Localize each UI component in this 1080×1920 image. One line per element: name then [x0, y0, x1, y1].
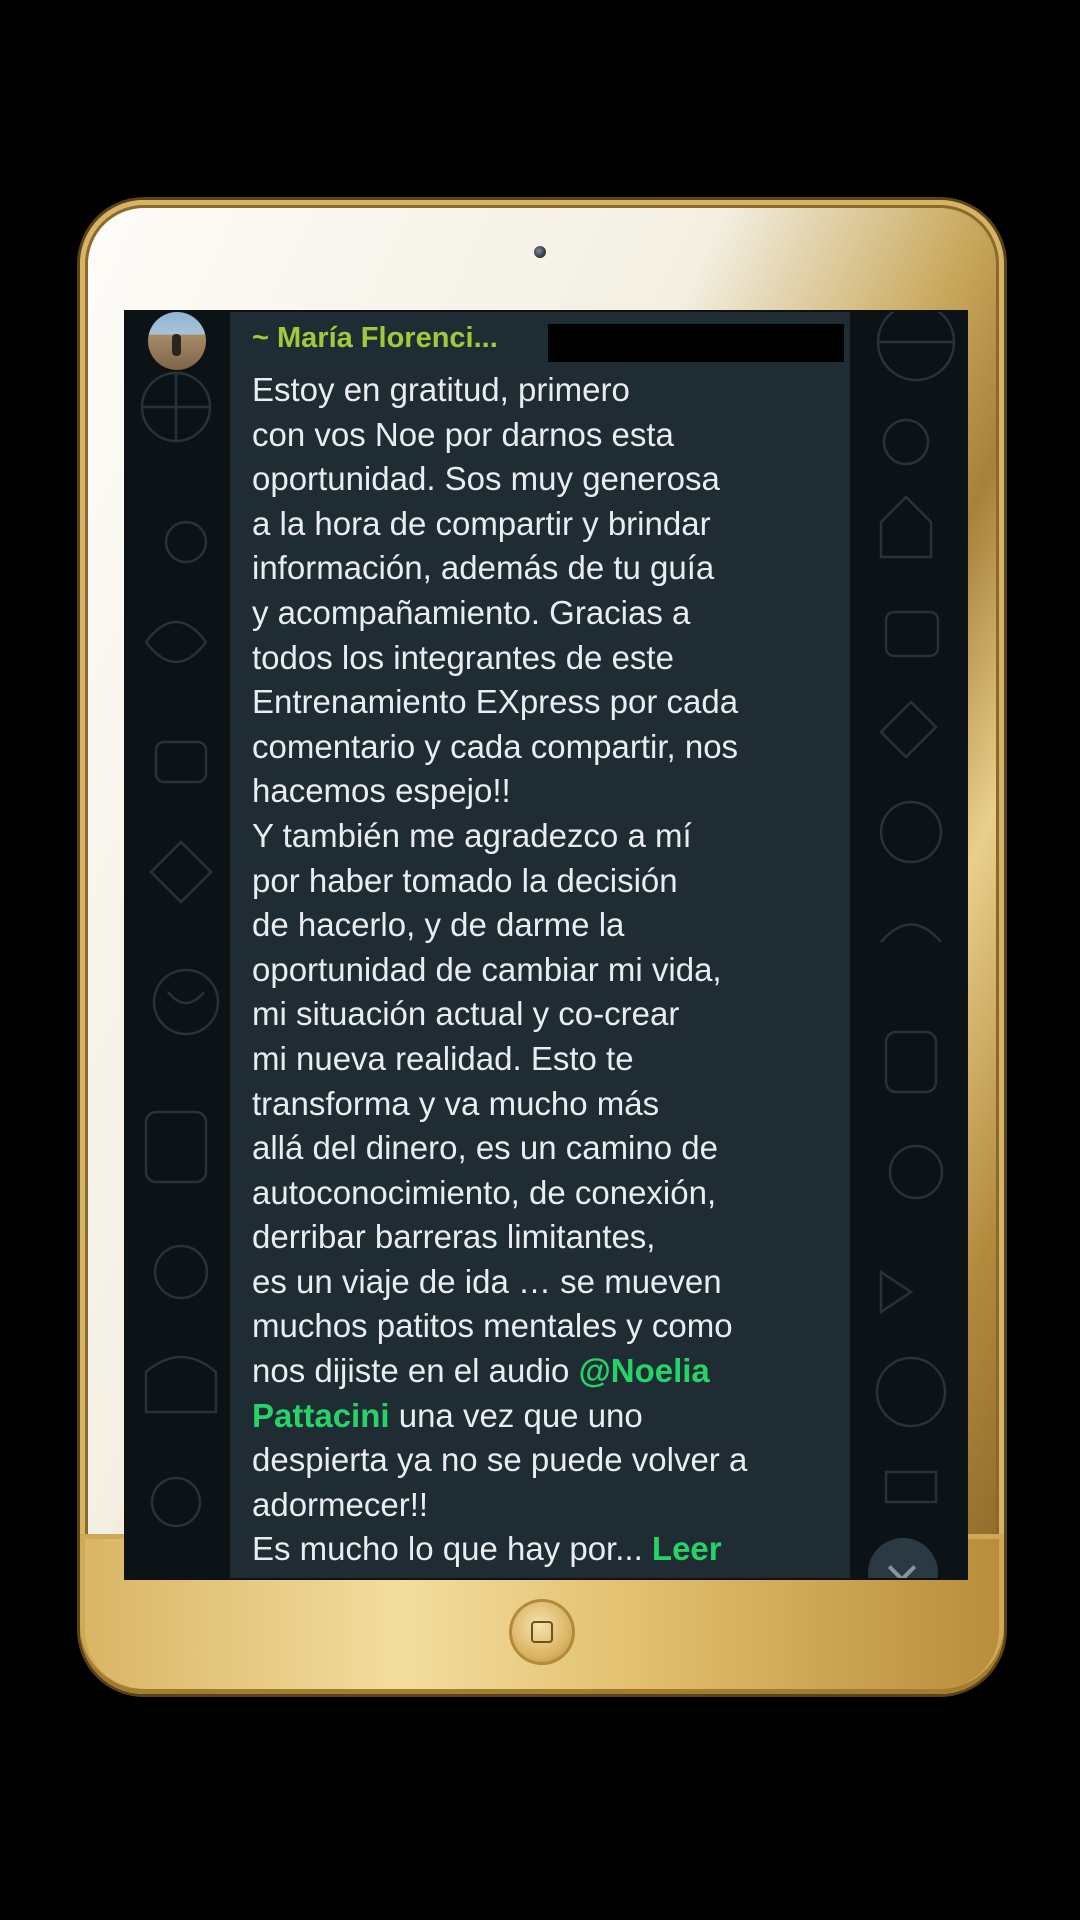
wallpaper-doodle — [881, 702, 936, 757]
wallpaper-doodle — [156, 742, 206, 782]
chat-screen — [124, 310, 968, 1580]
wallpaper-doodle — [166, 522, 206, 562]
message-line: de hacerlo, y de darme la — [252, 906, 625, 944]
message-text — [252, 368, 852, 1572]
sender-name[interactable]: ~ María Florenci... — [252, 322, 498, 354]
message-line: autoconocimiento, de conexión, — [252, 1173, 717, 1211]
message-line: con vos Noe por darnos esta — [252, 415, 674, 453]
message-line: oportunidad. Sos muy generosa — [252, 460, 720, 498]
message-line: comentario y cada compartir, nos — [252, 727, 739, 765]
avatar[interactable] — [148, 312, 206, 370]
message-line: transforma y va mucho más — [252, 1084, 660, 1122]
message-line: y acompañamiento. Gracias a — [252, 593, 691, 631]
message-line: a la hora de compartir y brindar — [252, 504, 711, 542]
message-line: mi situación actual y co-crear — [252, 995, 680, 1033]
message-text-fragment: nos dijiste en el audio — [252, 1352, 579, 1390]
wallpaper-doodle — [886, 1032, 936, 1092]
message-line: mi nueva realidad. Esto te — [252, 1039, 634, 1077]
wallpaper-doodle — [886, 1472, 936, 1502]
message-line: por haber tomado la decisión — [252, 861, 678, 899]
wallpaper-doodle — [152, 1478, 200, 1526]
mention-link[interactable]: Pattacini — [252, 1396, 390, 1434]
message-text-fragment: Es mucho lo que hay por... — [252, 1530, 652, 1568]
wallpaper-doodle — [881, 1272, 911, 1312]
wallpaper-doodle — [168, 992, 204, 1003]
wallpaper-doodle — [146, 1357, 216, 1412]
message-line: oportunidad de cambiar mi vida, — [252, 950, 722, 988]
home-square-icon — [531, 1621, 553, 1643]
message-line: Y también me agradezco a mí — [252, 816, 692, 854]
wallpaper-doodle — [146, 1112, 206, 1182]
home-button[interactable] — [509, 1599, 575, 1665]
message-line: derribar barreras limitantes, — [252, 1218, 656, 1256]
read-more-link[interactable]: Leer — [651, 1530, 722, 1568]
wallpaper-doodle — [878, 312, 954, 380]
avatar-figure — [172, 334, 181, 356]
camera-icon — [534, 246, 546, 258]
wallpaper-doodle — [884, 420, 928, 464]
message-line-with-mention — [252, 1349, 852, 1394]
wallpaper-doodle — [155, 1246, 207, 1298]
message-line: Entrenamiento EXpress por cada — [252, 683, 739, 721]
wallpaper-doodle — [881, 497, 931, 557]
message-line: muchos patitos mentales y como — [252, 1307, 733, 1345]
message-line: allá del dinero, es un camino de — [252, 1129, 718, 1167]
message-line: despierta ya no se puede volver a — [252, 1441, 748, 1479]
message-text-fragment: una vez que uno — [389, 1396, 643, 1434]
redacted-phone-number — [548, 324, 844, 362]
message-line: adormecer!! — [252, 1485, 429, 1523]
wallpaper-doodle — [881, 802, 941, 862]
message-line: hacemos espejo!! — [252, 772, 511, 810]
wallpaper-doodle — [881, 925, 941, 943]
wallpaper-doodle — [886, 612, 938, 656]
wallpaper-doodle — [890, 1146, 942, 1198]
message-line: Estoy en gratitud, primero — [252, 371, 630, 408]
message-line-with-mention — [252, 1394, 852, 1439]
message-line: información, además de tu guía — [252, 549, 715, 587]
mention-link[interactable]: @Noelia — [578, 1352, 710, 1390]
wallpaper-doodle — [146, 622, 206, 662]
wallpaper-doodle — [877, 1358, 945, 1426]
message-bubble — [230, 312, 850, 1578]
chevron-down-icon — [888, 1554, 916, 1580]
message-line: es un viaje de ida … se mueven — [252, 1262, 722, 1300]
wallpaper-doodle — [151, 842, 211, 902]
message-line-truncated — [252, 1527, 852, 1572]
message-line: todos los integrantes de este — [252, 638, 674, 676]
